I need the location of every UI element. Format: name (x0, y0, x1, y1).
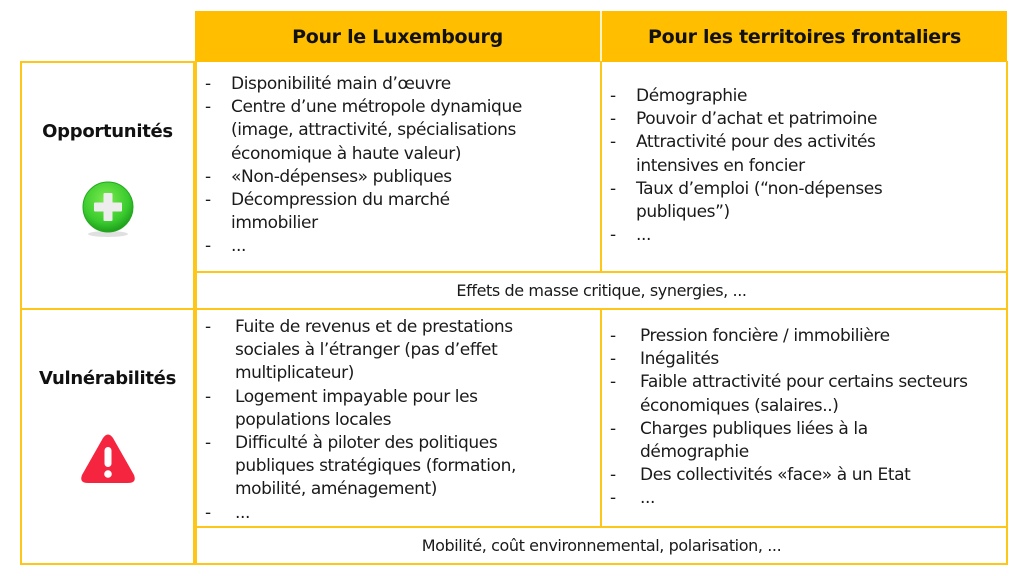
list-item: - Fuite de revenus et de prestations sociales à l’étranger (pas d’effet multiplicateur) (205, 316, 575, 386)
list-vulnerabilites-luxembourg (205, 316, 580, 525)
list-item: - Taux d’emploi (“non-dépenses publiques”) (610, 178, 956, 224)
cell-vulnerabilites-luxembourg (195, 308, 602, 528)
list-item: - «Non-dépenses» publiques (205, 166, 571, 189)
cell-opportunites-luxembourg (195, 61, 602, 273)
list-item: - Pouvoir d’achat et patrimoine (610, 108, 956, 131)
list-vulnerabilites-frontaliers (610, 325, 980, 511)
list-item: - ... (610, 487, 980, 510)
list-item: - Des collectivités «face» à un Etat (610, 464, 980, 487)
row-title-opportunites: Opportunités (42, 121, 173, 142)
list-item: - Décompression du marché immobilier (205, 189, 531, 235)
list-item: - Démographie (610, 85, 956, 108)
list-item: - Difficulté à piloter des politiques publiques stratégiques (formation, mobilité, aménagement) (205, 432, 580, 502)
list-item: - Inégalités (610, 348, 980, 371)
warning-triangle-icon (79, 433, 137, 489)
list-item: - ... (610, 224, 956, 247)
cell-opportunites-frontaliers (600, 61, 1008, 273)
list-item: - Charges publiques liées à la démographie (610, 418, 940, 464)
row-label-opportunites (20, 61, 195, 310)
list-item: - ... (205, 502, 580, 525)
list-item: - Attractivité pour des activités intensives en foncier (610, 131, 936, 177)
list-item: - Logement impayable pour les populations locales (205, 386, 555, 432)
cell-vulnerabilites-common (195, 526, 1008, 565)
column-header-frontaliers-label: Pour les territoires frontaliers (648, 25, 961, 48)
column-header-luxembourg (195, 11, 600, 62)
list-item: - Centre d’une métropole dynamique (image, attractivité, spécialisations économique à haute valeur) (205, 96, 571, 166)
common-vulnerabilites-text: Mobilité, coût environnemental, polarisation, ... (421, 536, 782, 555)
list-opportunites-frontaliers (610, 85, 956, 247)
cell-opportunites-common (195, 271, 1008, 310)
list-item: - Faible attractivité pour certains secteurs économiques (salaires..) (610, 371, 980, 417)
row-title-vulnerabilites: Vulnérabilités (38, 368, 177, 389)
list-opportunites-luxembourg (205, 73, 571, 259)
list-item: - Disponibilité main d’œuvre (205, 73, 571, 96)
column-header-luxembourg-label: Pour le Luxembourg (292, 25, 503, 48)
plus-circle-icon (80, 180, 136, 242)
list-item: - ... (205, 235, 571, 258)
row-label-vulnerabilites (20, 308, 195, 565)
column-header-frontaliers (602, 11, 1007, 62)
cell-vulnerabilites-frontaliers (600, 308, 1008, 528)
common-opportunites-text: Effets de masse critique, synergies, ... (456, 281, 747, 300)
list-item: - Pression foncière / immobilière (610, 325, 980, 348)
